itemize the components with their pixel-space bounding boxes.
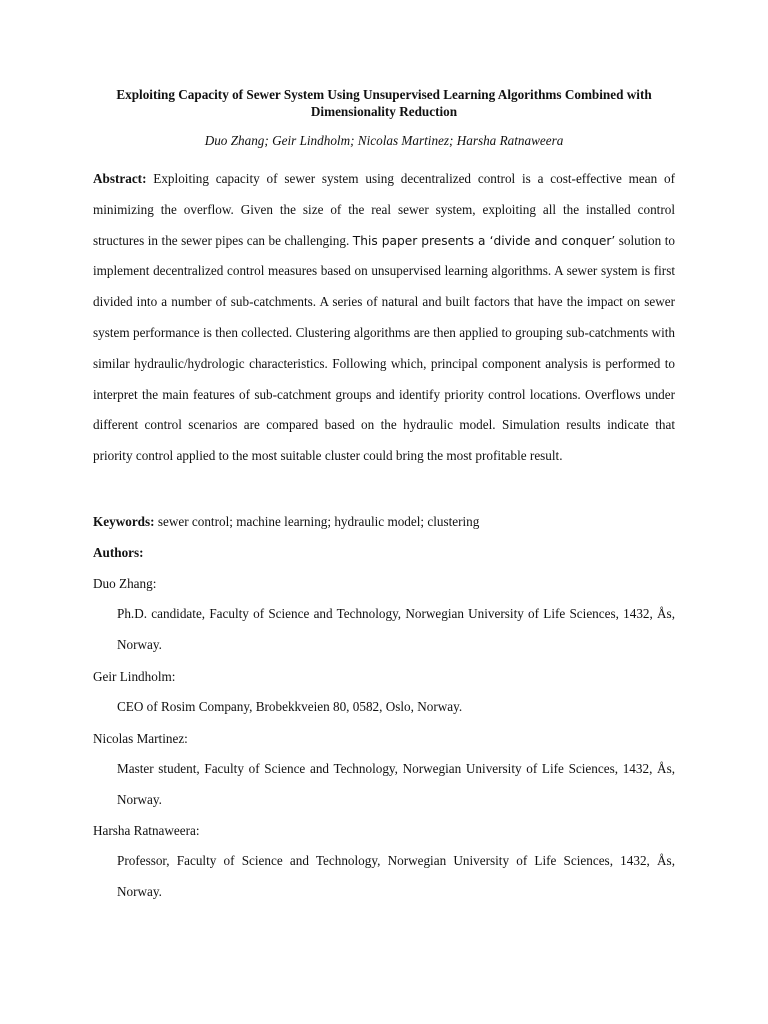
author-affiliation: Ph.D. candidate, Faculty of Science and Technology, Norwegian University of Life Sciences, 1432, Ås, Norway. [117, 606, 675, 652]
keywords-label: Keywords: [93, 514, 155, 529]
author-name: Duo Zhang: [93, 576, 157, 591]
authors-heading: Authors: [93, 545, 144, 560]
author-affiliation: CEO of Rosim Company, Brobekkveien 80, 0582, Oslo, Norway. [117, 699, 463, 714]
paper-title-line-1: Exploiting Capacity of Sewer System Using Unsupervised Learning Algorithms Combined with [116, 87, 652, 102]
keywords-text: sewer control; machine learning; hydraulic model; clustering [154, 514, 480, 529]
author-name: Geir Lindholm: [93, 669, 176, 684]
author-byline: Duo Zhang; Geir Lindholm; Nicolas Martinez; Harsha Ratnaweera [204, 133, 564, 148]
abstract-text-part-1: Exploiting capacity of sewer system using decentralized control is a cost-effective mean of minimizing the overflow. Given the size of the real sewer system, exploiting all the installed control structures in the sewer pipes can be challenging. [93, 171, 675, 248]
author-name: Nicolas Martinez: [93, 731, 188, 746]
abstract-text-part-3: solution to implement decentralized control measures based on unsupervised learning algorithms. A sewer system is first divided into a number of sub-catchments. A series of natural and built factors that have the impact on sewer system performance is then collected. Clustering algorithms are then applied to grouping sub-catchments with similar hydraulic/hydrologic characteristics. Following which, principal component analysis is performed to interpret the main features of sub-catchment groups and identify priority control locations. Overflows under different control scenarios are compared based on the hydraulic model. Simulation results indicate that priority control applied to the most suitable cluster could bring the most profitable result. [93, 232, 676, 464]
abstract-label: Abstract: [93, 171, 147, 186]
abstract-paragraph [93, 164, 675, 472]
author-name: Harsha Ratnaweera: [93, 823, 200, 838]
author-affiliation: Professor, Faculty of Science and Technology, Norwegian University of Life Sciences, 1432, Ås, Norway. [117, 853, 675, 899]
author-affiliation: Master student, Faculty of Science and Technology, Norwegian University of Life Sciences, 1432, Ås, Norway. [117, 761, 675, 807]
abstract-text-part-2: This paper presents a ‘divide and conquer’ [352, 233, 616, 248]
paper-title-line-2: Dimensionality Reduction [310, 104, 458, 119]
keywords-line [93, 513, 479, 530]
paper-title [60, 86, 708, 120]
